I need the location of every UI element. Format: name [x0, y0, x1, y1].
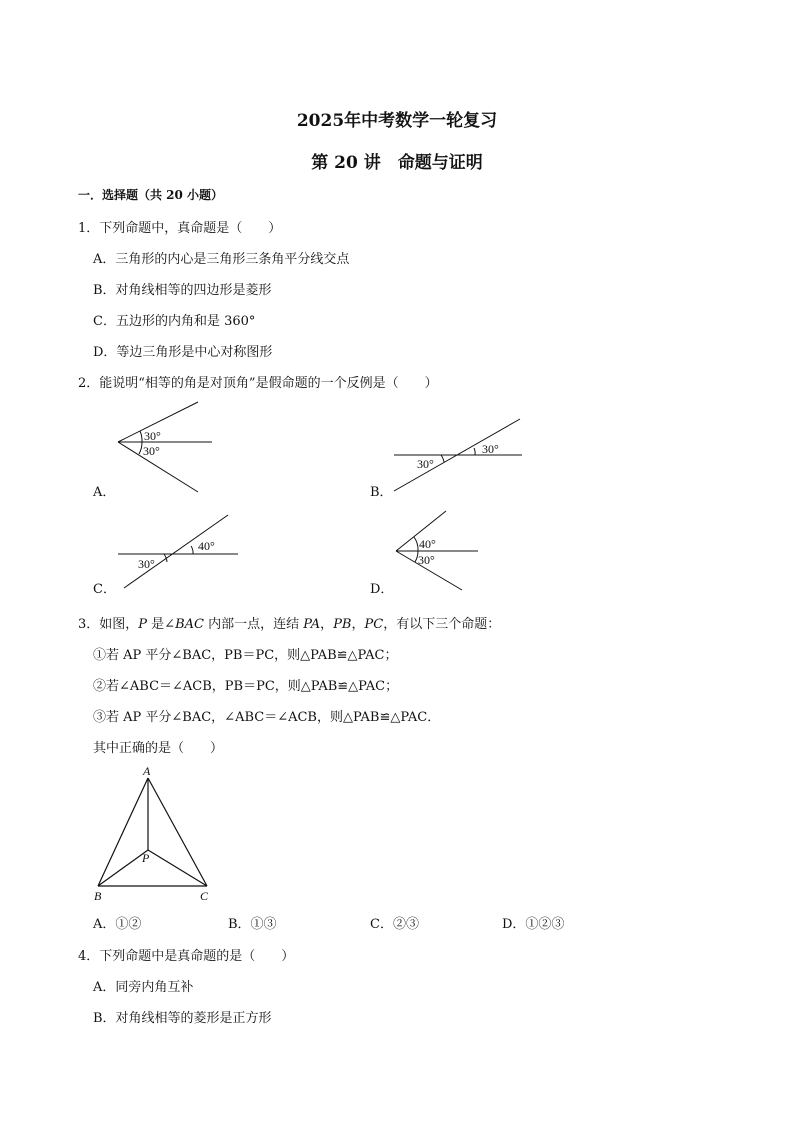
q3-stem-mid: 是∠: [147, 617, 176, 632]
q1-option-d: D．等边三角形是中心对称图形: [93, 345, 273, 360]
q3-triangle-figure: [88, 762, 218, 904]
q1-option-b: B．对角线相等的四边形是菱形: [93, 283, 272, 298]
q2-figure-d: [388, 508, 488, 594]
q3-option-d: D．①②③: [502, 917, 565, 932]
q3-stem-p: P: [138, 617, 148, 632]
q3-stem-pa: PA: [303, 617, 321, 632]
q4-option-a: A．同旁内角互补: [93, 980, 194, 995]
q3-stem-pc: PC: [364, 617, 384, 632]
q3-option-c: C．②③: [370, 917, 419, 932]
vertex-b-label: B: [94, 889, 102, 903]
q3-stem-comma2: ，: [351, 617, 365, 632]
q3-stem-comma1: ，: [320, 617, 334, 632]
fig-d-bottom-angle: 30°: [418, 553, 435, 567]
q2-figure-a: [110, 398, 220, 496]
q2-figure-c: [114, 512, 244, 592]
q3-stem-prefix: 3．如图，: [78, 617, 139, 632]
q3-option-a: A．①②: [93, 917, 142, 932]
fig-b-right-angle: 30°: [482, 442, 499, 456]
q1-option-c: C．五边形的内角和是 360°: [93, 314, 256, 329]
q2-stem: 2．能说明“相等的角是对顶角”是假命题的一个反例是（ ）: [78, 376, 438, 391]
q3-proposition-1: ①若 AP 平分∠BAC，PB＝PC，则△PAB≌△PAC；: [93, 648, 398, 663]
vertex-a-label: A: [143, 764, 151, 778]
q3-proposition-2: ②若∠ABC＝∠ACB，PB＝PC，则△PAB≌△PAC；: [93, 679, 399, 694]
q3-stem-pb: PB: [333, 617, 352, 632]
q3-option-b: B．①③: [228, 917, 277, 932]
page-subtitle: 第 20 讲 命题与证明: [311, 153, 483, 173]
fig-a-bottom-angle: 30°: [143, 444, 160, 458]
q3-ask: 其中正确的是（ ）: [93, 741, 224, 756]
q2-option-d: D．: [370, 582, 394, 597]
q3-stem-end: ，有以下三个命题：: [383, 617, 501, 632]
fig-a-top-angle: 30°: [144, 429, 161, 443]
fig-d-top-angle: 40°: [419, 537, 436, 551]
page-title: 2025年中考数学一轮复习: [296, 111, 498, 131]
q1-option-a: A．三角形的内心是三角形三条角平分线交点: [93, 252, 350, 267]
q3-stem-rest: 内部一点，连结: [203, 617, 304, 632]
q2-option-b: B．: [370, 485, 393, 500]
q3-stem: [78, 613, 500, 632]
q4-stem: 4．下列命题中是真命题的是（ ）: [78, 949, 295, 964]
vertex-c-label: C: [200, 889, 209, 903]
q4-option-b: B．对角线相等的菱形是正方形: [93, 1011, 272, 1026]
point-p-label: P: [142, 851, 150, 865]
q3-stem-bac: BAC: [175, 617, 204, 632]
q2-option-c: C．: [93, 582, 116, 597]
q2-option-a: A．: [93, 485, 116, 500]
fig-c-left-angle: 30°: [138, 557, 155, 571]
q3-proposition-3: ③若 AP 平分∠BAC，∠ABC＝∠ACB，则△PAB≌△PAC．: [93, 710, 441, 725]
q1-stem: 1．下列命题中，真命题是（ ）: [78, 221, 282, 236]
fig-c-right-angle: 40°: [198, 539, 215, 553]
q2-figure-b: [388, 415, 528, 495]
fig-b-left-angle: 30°: [417, 457, 434, 471]
section-heading: 一．选择题（共 20 小题）: [78, 188, 224, 202]
